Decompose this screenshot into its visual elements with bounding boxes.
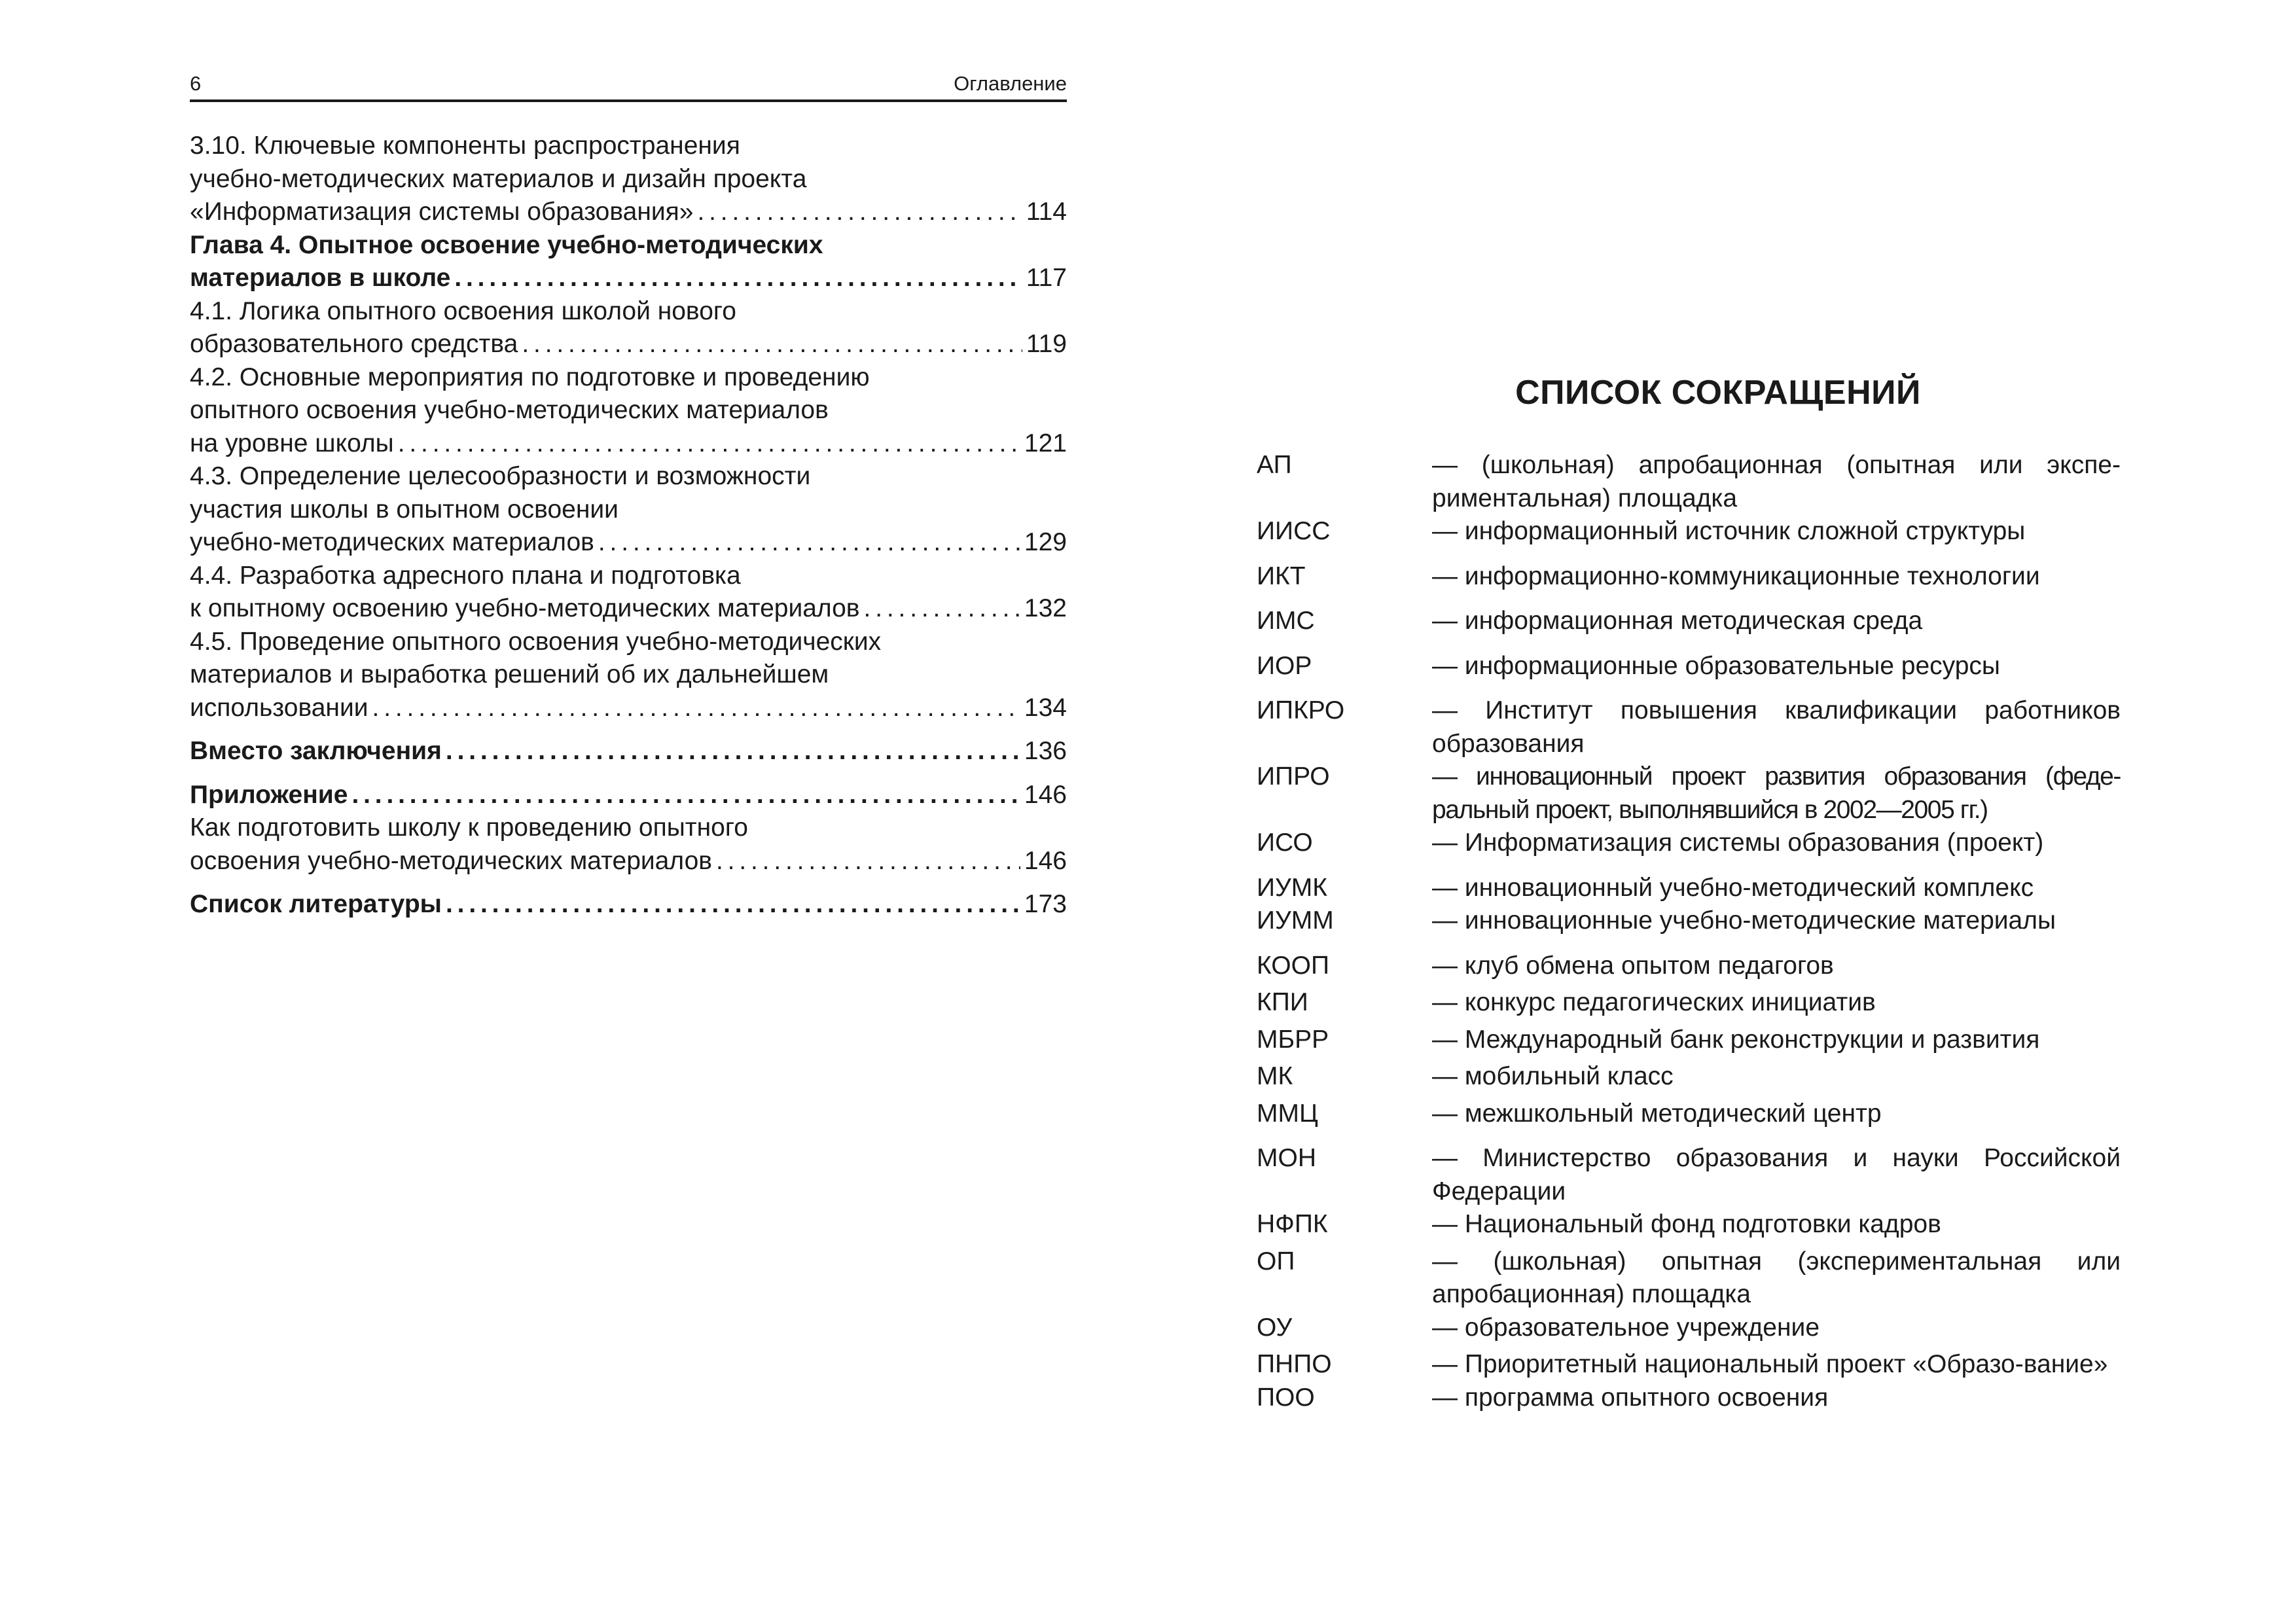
- abbreviation-definition: — информационные образовательные ресурсы: [1432, 651, 2000, 680]
- toc-leader-dots: [351, 779, 1020, 812]
- abbreviation-term: ИОР: [1257, 651, 1312, 680]
- abbreviation-definition: — инновационные учебно-методические материалы: [1432, 906, 2056, 935]
- abbreviation-term: ИПКРО: [1257, 696, 1345, 724]
- toc-entry-line: Список литературы: [190, 890, 442, 918]
- abbreviation-definition: — конкурс педагогических инициатив: [1432, 988, 1876, 1016]
- abbreviation-row: [1257, 827, 2121, 860]
- toc-entry-line: опытного освоения учебно-методических материалов: [190, 396, 829, 424]
- abbreviation-definition: — образовательное учреждение: [1432, 1313, 1820, 1342]
- abbreviation-term: КПИ: [1257, 988, 1308, 1016]
- abbreviation-definition: — Министерство образования и науки Российской Федерации: [1432, 1144, 2121, 1205]
- abbreviation-row: [1257, 560, 2121, 594]
- toc-entry: [190, 779, 1067, 812]
- abbreviation-definition: — межшкольный методический центр: [1432, 1099, 1882, 1128]
- toc-entry-line: использовании: [190, 693, 368, 722]
- abbreviation-row: [1257, 605, 2121, 638]
- toc-entry-line: Как подготовить школу к проведению опытного: [190, 813, 748, 842]
- toc-entry-line: 4.2. Основные мероприятия по подготовке и проведению: [190, 363, 870, 391]
- abbreviation-row: [1257, 449, 2121, 515]
- toc-entry-line: к опытному освоению учебно-методических материалов: [190, 594, 860, 622]
- toc-page-number: 129: [1024, 528, 1067, 556]
- abbreviation-row: [1257, 1060, 2121, 1094]
- abbreviation-term: МБРР: [1257, 1025, 1329, 1054]
- toc-entry: [190, 361, 1067, 461]
- abbreviation-term: ПНПО: [1257, 1350, 1332, 1378]
- abbreviation-definition: — инновационный учебно-методический комплекс: [1432, 873, 2034, 902]
- abbreviation-definition: — (школьная) апробационная (опытная или экспе-риментальная) площадка: [1432, 451, 2121, 512]
- toc-entry: [190, 460, 1067, 560]
- abbreviation-row: [1257, 872, 2121, 905]
- toc-entry-line: учебно-методических материалов и дизайн проекта: [190, 164, 807, 193]
- abbreviation-row: [1257, 950, 2121, 983]
- abbreviation-row: [1257, 760, 2121, 827]
- toc-entry-last-line: [190, 262, 1067, 295]
- running-head: [190, 72, 1067, 102]
- toc-entry: [190, 295, 1067, 361]
- toc-entry-line: 4.3. Определение целесообразности и возможности: [190, 462, 811, 490]
- abbreviation-definition: — (школьная) опытная (экспериментальная или апробационная) площадка: [1432, 1247, 2121, 1308]
- toc-page-number: 134: [1024, 693, 1067, 722]
- abbreviation-term: ИСО: [1257, 829, 1313, 857]
- abbreviation-term: КООП: [1257, 951, 1329, 980]
- toc-entry-line: «Информатизация системы образования»: [190, 198, 694, 226]
- toc-entry-last-line: [190, 735, 1067, 768]
- toc-page-number: 146: [1024, 846, 1067, 875]
- abbreviation-term: МК: [1257, 1062, 1293, 1090]
- toc-entry: [190, 626, 1067, 725]
- right-page: [1257, 373, 2121, 1414]
- abbreviation-term: ОУ: [1257, 1313, 1293, 1342]
- toc-leader-dots: [864, 592, 1020, 626]
- abbreviation-row: [1257, 1311, 2121, 1345]
- abbreviation-term: ММЦ: [1257, 1099, 1318, 1128]
- toc-entry: [190, 735, 1067, 768]
- toc-leader-dots: [446, 888, 1020, 921]
- toc-entry-last-line: [190, 779, 1067, 812]
- abbreviation-term: ИПРО: [1257, 762, 1330, 791]
- toc-entry: [190, 560, 1067, 626]
- abbreviation-definition: — инновационный проект развития образования (феде-ральный проект, выполнявшийся в 2002—2005 гг.): [1432, 762, 2121, 824]
- abbreviation-definition: — клуб обмена опытом педагогов: [1432, 951, 1834, 980]
- toc-entry-last-line: [190, 692, 1067, 725]
- toc-entry-line: учебно-методических материалов: [190, 528, 594, 556]
- abbreviation-row: [1257, 650, 2121, 683]
- toc-leader-dots: [716, 845, 1020, 878]
- abbreviation-row: [1257, 1097, 2121, 1131]
- toc-entry-line: освоения учебно-методических материалов: [190, 846, 712, 875]
- abbreviation-term: ИУМК: [1257, 873, 1328, 902]
- abbreviation-row: [1257, 1208, 2121, 1241]
- toc-entry-last-line: [190, 427, 1067, 461]
- toc-leader-dots: [598, 526, 1020, 560]
- toc-leader-dots: [697, 196, 1022, 229]
- abbreviation-definition: — Информатизация системы образования (проект): [1432, 829, 2044, 857]
- toc-entry-last-line: [190, 888, 1067, 921]
- toc-entry-last-line: [190, 526, 1067, 560]
- table-of-contents: [190, 130, 1067, 921]
- toc-entry-line: 4.4. Разработка адресного плана и подготовка: [190, 561, 741, 590]
- abbreviation-row: [1257, 1024, 2121, 1057]
- abbreviation-definition: — информационная методическая среда: [1432, 607, 1923, 635]
- abbreviation-row: [1257, 694, 2121, 760]
- abbreviation-row: [1257, 1348, 2121, 1382]
- abbreviation-row: [1257, 1382, 2121, 1415]
- toc-page-number: 173: [1024, 890, 1067, 918]
- abbreviation-row: [1257, 1245, 2121, 1311]
- toc-leader-dots: [522, 328, 1022, 361]
- toc-page-number: 136: [1024, 737, 1067, 765]
- running-title: Оглавление: [954, 72, 1067, 95]
- toc-entry: [190, 229, 1067, 295]
- abbreviation-definition: — Приоритетный национальный проект «Образо-вание»: [1432, 1350, 2108, 1378]
- toc-page-number: 114: [1026, 198, 1067, 226]
- toc-entry-last-line: [190, 592, 1067, 626]
- toc-leader-dots: [454, 262, 1022, 295]
- abbreviation-definition: — информационно-коммуникационные технологии: [1432, 562, 2040, 590]
- toc-entry-last-line: [190, 845, 1067, 878]
- toc-entry-line: участия школы в опытном освоении: [190, 495, 619, 524]
- abbreviation-term: МОН: [1257, 1144, 1316, 1172]
- abbreviation-row: [1257, 904, 2121, 938]
- abbreviation-definition: — информационный источник сложной структуры: [1432, 517, 2026, 545]
- abbreviation-row: [1257, 1142, 2121, 1208]
- toc-entry-line: 4.1. Логика опытного освоения школой нового: [190, 296, 736, 325]
- toc-leader-dots: [372, 692, 1020, 725]
- toc-entry-line: 4.5. Проведение опытного освоения учебно-методических: [190, 627, 882, 656]
- toc-entry-line: Вместо заключения: [190, 737, 442, 765]
- toc-entry-line: образовательного средства: [190, 330, 518, 358]
- toc-entry-line: Глава 4. Опытное освоение учебно-методических: [190, 230, 823, 259]
- toc-entry-last-line: [190, 328, 1067, 361]
- abbreviation-term: АП: [1257, 451, 1292, 479]
- toc-entry-line: материалов в школе: [190, 264, 451, 292]
- abbreviation-term: ПОО: [1257, 1383, 1315, 1412]
- abbreviation-definition: — Международный банк реконструкции и развития: [1432, 1025, 2040, 1054]
- toc-leader-dots: [446, 735, 1020, 768]
- toc-page-number: 146: [1024, 780, 1067, 809]
- toc-entry-line: Приложение: [190, 780, 348, 809]
- abbreviation-definition: — Институт повышения квалификации работников образования: [1432, 696, 2121, 758]
- abbreviation-term: ИУММ: [1257, 906, 1334, 935]
- toc-entry-last-line: [190, 196, 1067, 229]
- toc-entry-line: на уровне школы: [190, 429, 394, 457]
- abbreviation-definition: — Национальный фонд подготовки кадров: [1432, 1210, 1941, 1238]
- toc-entry: [190, 812, 1067, 878]
- toc-entry-line: 3.10. Ключевые компоненты распространения: [190, 132, 740, 160]
- toc-entry: [190, 888, 1067, 921]
- abbreviation-row: [1257, 986, 2121, 1020]
- abbreviation-term: ИМС: [1257, 607, 1315, 635]
- abbreviation-definition: — программа опытного освоения: [1432, 1383, 1829, 1412]
- abbreviations-title: СПИСОК СОКРАЩЕНИЙ: [1515, 374, 1921, 412]
- abbreviation-row: [1257, 515, 2121, 548]
- toc-entry: [190, 130, 1067, 229]
- abbreviations-list: [1257, 449, 2121, 1414]
- abbreviation-term: ИКТ: [1257, 562, 1306, 590]
- abbreviation-definition: — мобильный класс: [1432, 1062, 1674, 1090]
- toc-page-number: 121: [1024, 429, 1067, 457]
- toc-page-number: 132: [1024, 594, 1067, 622]
- page-number: 6: [190, 72, 202, 95]
- toc-page-number: 119: [1026, 330, 1067, 358]
- toc-page-number: 117: [1026, 264, 1067, 292]
- abbreviation-term: НФПК: [1257, 1210, 1328, 1238]
- toc-entry-line: материалов и выработка решений об их дальнейшем: [190, 660, 829, 688]
- left-page: [190, 72, 1067, 921]
- abbreviation-term: ИИСС: [1257, 517, 1331, 545]
- toc-leader-dots: [398, 427, 1020, 461]
- abbreviation-term: ОП: [1257, 1247, 1295, 1275]
